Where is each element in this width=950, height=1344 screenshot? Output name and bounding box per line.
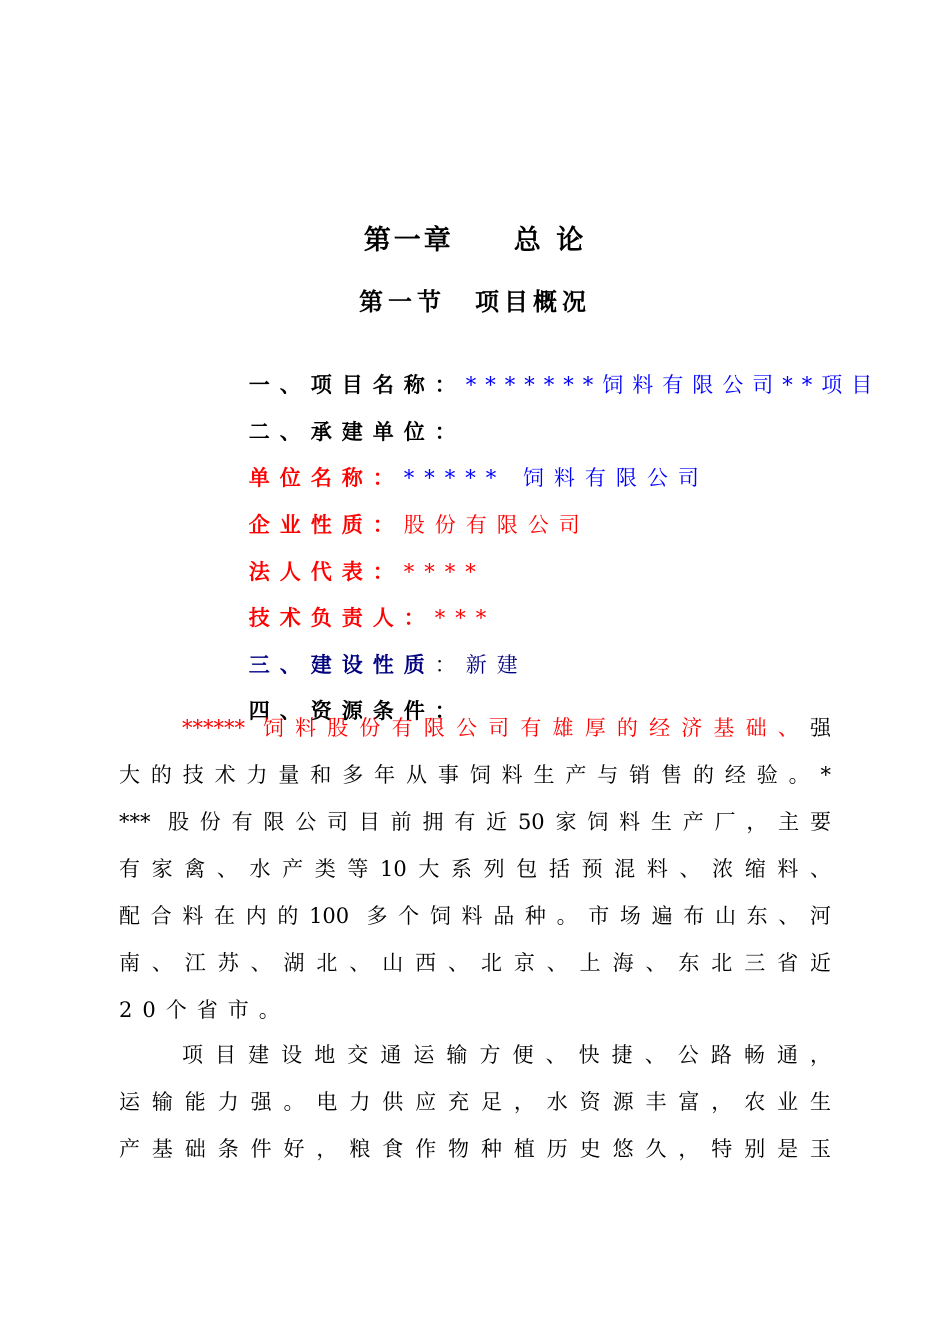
paragraph-line: 项目建设地交通运输方便、快捷、公路畅通， <box>182 1043 831 1067</box>
paragraph-line: 有家禽、水产类等10大系列包括预混料、浓缩料、 <box>119 857 831 881</box>
resources-label: 四、资源条件： <box>248 699 466 723</box>
legal-rep-label: 法人代表： <box>248 560 404 584</box>
paragraph-line: 配合料在内的100 多个饲料品种。市场遍布山东、河 <box>119 904 831 928</box>
legal-rep-value: **** <box>403 560 486 584</box>
enterprise-type-value: 股份有限公司 <box>403 513 590 537</box>
paragraph-line: 运输能力强。电力供应充足，水资源丰富，农业生 <box>119 1090 831 1114</box>
paragraph-resources <box>119 713 831 1042</box>
tech-lead-value: *** <box>434 606 497 630</box>
paragraph-line <box>119 713 831 760</box>
company-intro-highlight: ****** 饲料股份有限公司有雄厚的经济基础、 <box>182 716 810 740</box>
tech-lead-label: 技术负责人： <box>248 606 435 630</box>
paragraph-location <box>119 1040 831 1181</box>
paragraph-text: 强 <box>810 716 831 740</box>
paragraph-line: 大的技术力量和多年从事饲料生产与销售的经验。* <box>119 763 831 787</box>
construction-type-value: 新建 <box>465 653 528 677</box>
paragraph-line: 产基础条件好，粮食作物种植历史悠久，特别是玉 <box>119 1137 831 1161</box>
project-name-value: *******饲料有限公司**项目 <box>465 373 882 397</box>
chapter-title: 第一章 总 论 <box>363 225 587 256</box>
enterprise-type-label: 企业性质： <box>248 513 404 537</box>
paragraph-line: *** 股份有限公司目前拥有近50家饲料生产厂，主要 <box>119 810 831 834</box>
builder-label: 二、承建单位： <box>248 420 466 444</box>
unit-name-label: 单位名称： <box>248 466 404 490</box>
section-title: 第一节 项目概况 <box>359 288 591 316</box>
unit-name-value: ***** 饲料有限公司 <box>403 466 709 490</box>
construction-type-label: 三、建设性质 <box>248 653 435 677</box>
paragraph-line: 20个省市。 <box>119 998 290 1022</box>
construction-type-colon: ： <box>434 653 466 677</box>
paragraph-line: 南、江苏、湖北、山西、北京、上海、东北三省近 <box>119 951 831 975</box>
project-name-label: 一、项目名称： <box>248 373 466 397</box>
